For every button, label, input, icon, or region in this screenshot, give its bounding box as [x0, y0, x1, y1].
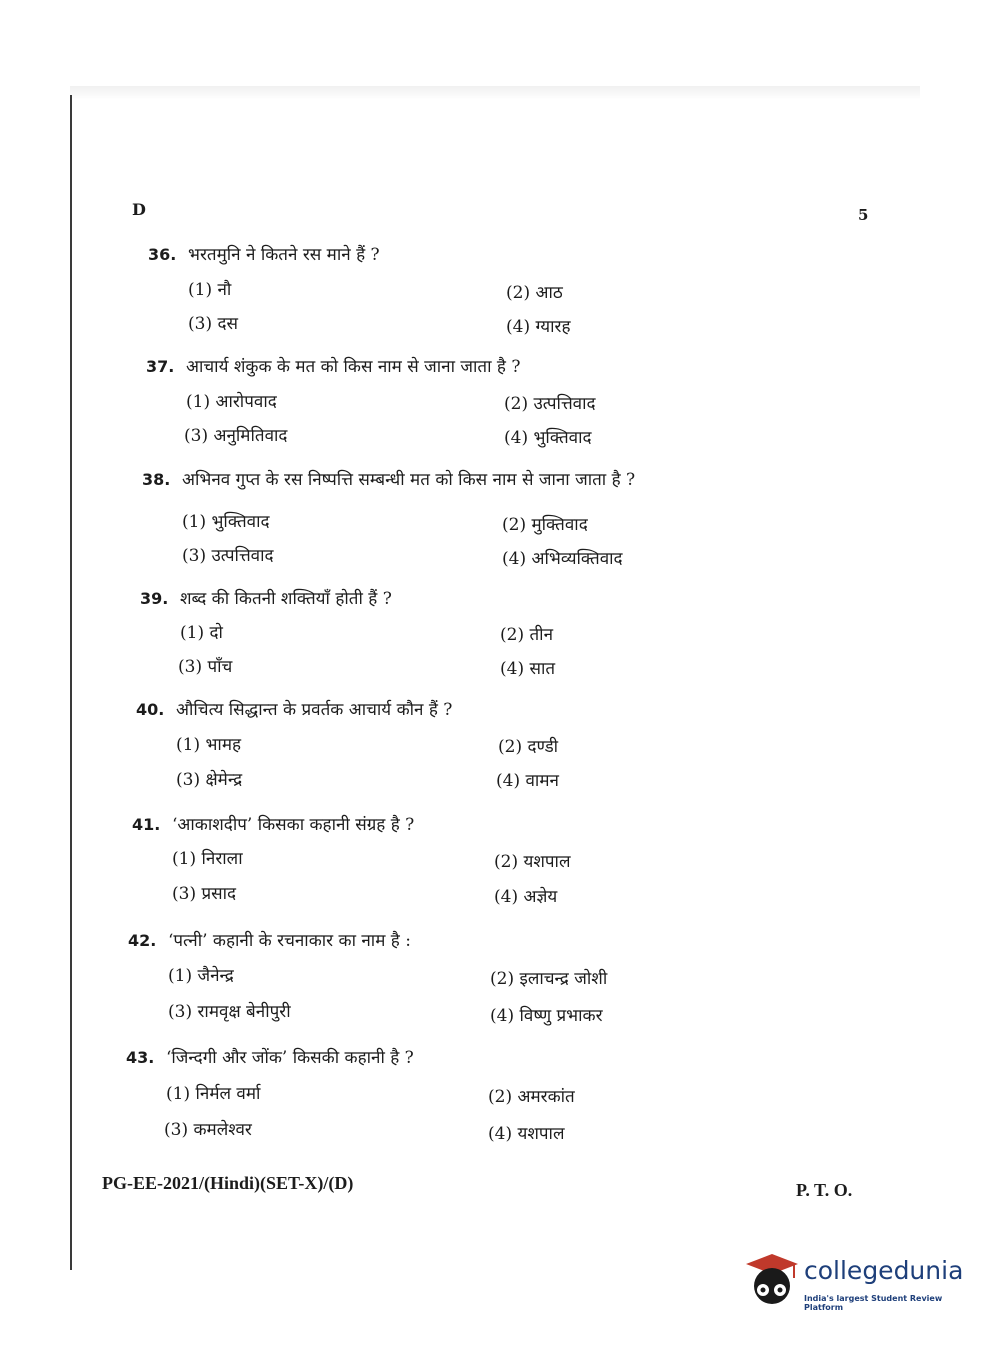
- question-text: शब्द की कितनी शक्तियाँ होती हैं ?: [180, 589, 392, 609]
- question-text: ‘पत्नी’ कहानी के रचनाकार का नाम है :: [168, 931, 411, 951]
- option-4: (4) विष्णु प्रभाकर: [490, 1006, 603, 1026]
- option-4: (4) अज्ञेय: [494, 887, 558, 907]
- option-3: (3) प्रसाद: [172, 884, 237, 904]
- option-2: (2) मुक्तिवाद: [502, 515, 588, 535]
- question-number: 41.: [132, 815, 161, 834]
- question-42-stem: [128, 928, 411, 951]
- question-text: अभिनव गुप्त के रस निष्पत्ति सम्बन्धी मत को किस नाम से जाना जाता है ?: [182, 470, 636, 490]
- option-2: (2) आठ: [506, 283, 563, 303]
- collegedunia-logo: [742, 1250, 972, 1312]
- option-1: (1) निराला: [172, 849, 243, 869]
- option-1: (1) नौ: [188, 280, 232, 300]
- paper-code: PG-EE-2021/(Hindi)(SET-X)/(D): [102, 1173, 354, 1193]
- logo-name: collegedunia: [804, 1256, 964, 1285]
- option-4: (4) यशपाल: [488, 1124, 565, 1144]
- question-37-stem: [146, 354, 520, 377]
- option-4: (4) अभिव्यक्तिवाद: [502, 549, 623, 569]
- option-2: (2) अमरकांत: [488, 1087, 575, 1107]
- page-top-shadow: [70, 86, 920, 100]
- option-1: (1) जैनेन्द्र: [168, 966, 234, 986]
- question-text: ‘जिन्दगी और जोंक’ किसकी कहानी है ?: [166, 1048, 414, 1068]
- option-3: (3) दस: [188, 314, 239, 334]
- option-1: (1) निर्मल वर्मा: [166, 1084, 261, 1104]
- option-2: (2) तीन: [500, 625, 554, 645]
- option-3: (3) कमलेश्वर: [164, 1120, 252, 1140]
- question-text: ‘आकाशदीप’ किसका कहानी संग्रह है ?: [172, 815, 415, 835]
- question-number: 37.: [146, 357, 175, 376]
- option-3: (3) रामवृक्ष बेनीपुरी: [168, 1002, 291, 1022]
- option-2: (2) यशपाल: [494, 852, 571, 872]
- question-text: भरतमुनि ने कितने रस माने हैं ?: [188, 245, 380, 265]
- question-number: 38.: [142, 470, 171, 489]
- option-4: (4) भुक्तिवाद: [504, 428, 592, 448]
- option-4: (4) सात: [500, 659, 556, 679]
- question-number: 39.: [140, 589, 169, 608]
- student-mascot-icon: [742, 1250, 800, 1312]
- question-43-stem: [126, 1045, 414, 1068]
- option-4: (4) ग्यारह: [506, 317, 571, 337]
- option-1: (1) दो: [180, 623, 223, 643]
- option-4: (4) वामन: [496, 771, 559, 791]
- option-1: (1) आरोपवाद: [186, 392, 277, 412]
- option-2: (2) इलाचन्द्र जोशी: [490, 969, 608, 989]
- logo-tagline: India's largest Student Review Platform: [804, 1294, 943, 1312]
- question-text: औचित्य सिद्धान्त के प्रवर्तक आचार्य कौन हैं ?: [176, 700, 453, 720]
- question-36-stem: [148, 242, 380, 265]
- option-2: (2) दण्डी: [498, 737, 559, 757]
- option-3: (3) उत्पत्तिवाद: [182, 546, 274, 566]
- question-39-stem: [140, 586, 392, 609]
- pto-label: P. T. O.: [796, 1180, 853, 1200]
- question-number: 40.: [136, 700, 165, 719]
- option-3: (3) क्षेमेन्द्र: [176, 770, 243, 790]
- option-1: (1) भामह: [176, 735, 242, 755]
- question-38-stem: [142, 467, 635, 490]
- option-3: (3) अनुमितिवाद: [184, 426, 288, 446]
- page-left-edge: [70, 95, 72, 1270]
- question-41-stem: [132, 812, 414, 835]
- question-number: 43.: [126, 1048, 155, 1067]
- option-3: (3) पाँच: [178, 657, 233, 677]
- question-text: आचार्य शंकुक के मत को किस नाम से जाना जाता है ?: [186, 357, 521, 377]
- page-number: 5: [858, 206, 869, 224]
- question-number: 42.: [128, 931, 157, 950]
- question-40-stem: [136, 697, 452, 720]
- set-letter: D: [132, 200, 146, 219]
- option-2: (2) उत्पत्तिवाद: [504, 394, 596, 414]
- option-1: (1) भुक्तिवाद: [182, 512, 270, 532]
- question-number: 36.: [148, 245, 177, 264]
